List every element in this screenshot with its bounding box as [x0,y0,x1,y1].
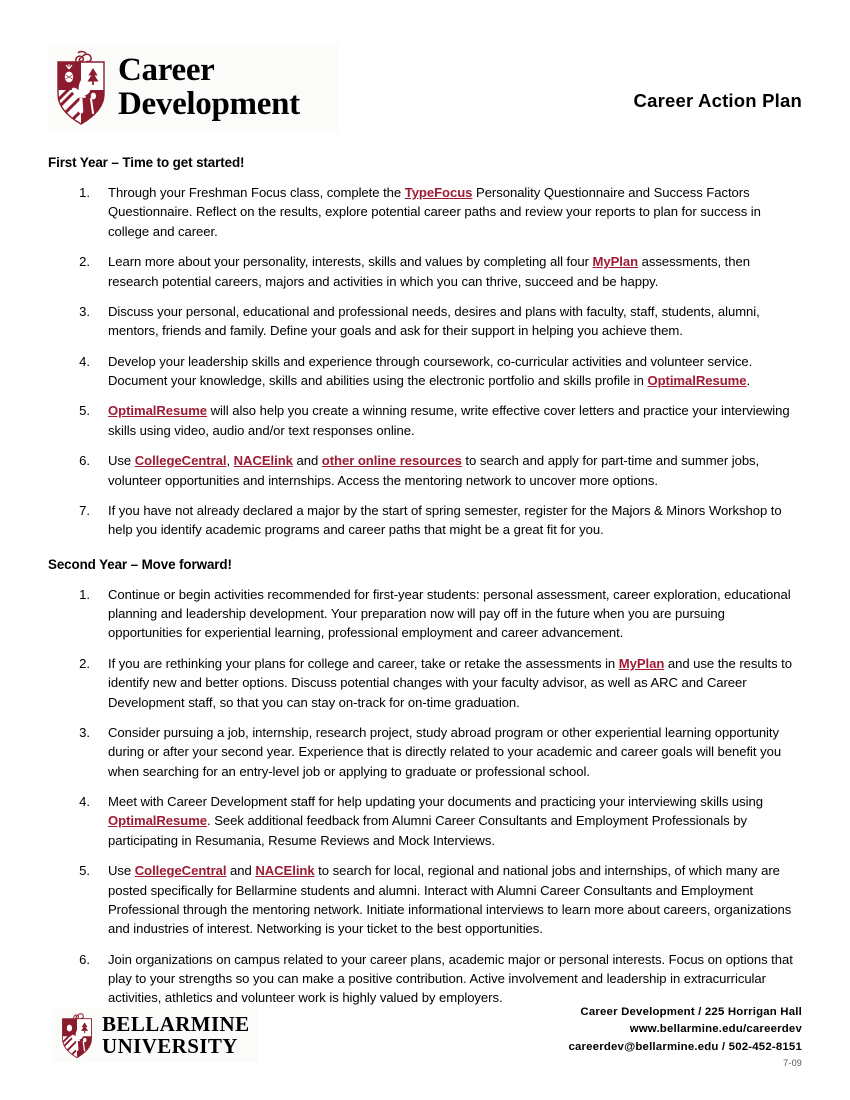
bellarmine-university-logo [52,1008,258,1062]
text-run: If you have not already declared a major by the start of spring semester, register for the Majors & Minors Workshop to help you identify academic programs and career paths that might be a great fit for you. [108,502,782,538]
year-section [48,557,802,1008]
document-header [48,44,802,140]
resource-link[interactable]: MyPlan [592,254,639,270]
resource-link[interactable]: OptimalResume [108,403,208,419]
text-run: Use [108,453,135,469]
list-item-number: 5. [79,403,90,419]
footer-contact-block [568,1004,802,1056]
text-run: . [746,373,751,388]
footer-logo-line-2: UNIVERSITY [102,1034,238,1058]
text-run: assessments, then research potential careers, majors and activities in which you can thrive, succeed and be happy. [108,254,750,289]
list-item-number: 3. [79,724,90,740]
text-run: to search and apply for part-time and summer jobs, volunteer opportunities and internships. Access the mentoring network to uncover more options. [108,453,760,488]
resource-link[interactable]: CollegeCentral [134,453,227,469]
list-item [48,401,802,440]
list-item [48,501,802,540]
section-heading: Second Year – Move forward! [48,556,232,572]
list-item [48,585,802,643]
bellarmine-crest-icon [54,50,108,126]
list-item-number: 4. [79,794,90,809]
list-item-number: 5. [79,863,90,879]
page-title: Career Action Plan [633,90,802,111]
list-item-text [108,453,759,487]
bellarmine-wordmark [102,1013,250,1058]
list-item-number: 6. [79,453,90,469]
list-item-number: 1. [79,185,90,200]
list-item [48,861,802,939]
list-item-number: 2. [79,655,90,671]
bellarmine-crest-icon [60,1011,94,1059]
list-item [48,252,802,291]
list-item-text [108,503,782,537]
text-run: Join organizations on campus related to your career plans, academic major or personal interests. Focus on options that play to your strengths so you can make a positive contribution. Active involvement and leadership in extracurricular activities, athletics and volunteer work is highly valued by employers. [108,951,793,1006]
logo-line-1: Career [118,52,215,89]
resource-link[interactable]: OptimalResume [108,813,208,829]
text-run: and [226,863,256,879]
footer-address: Career Development / 225 Horrigan Hall [580,1006,802,1018]
text-run: Meet with Career Development staff for help updating your documents and practicing your interviewing skills using [108,794,763,809]
step-list [48,183,802,540]
text-run: and use the results to identify new and better options. Discuss potential changes with your faculty advisor, as well as ARC and Career Development staff, so that you can stay on-track for on-time graduation. [108,655,792,710]
text-run: . Seek additional feedback from Alumni Career Consultants and Employment Professionals by participating in Resumania, Resume Reviews and Mock Interviews. [108,813,747,848]
list-item-text [108,354,752,388]
resource-link[interactable]: OptimalResume [647,373,747,388]
text-run: Continue or begin activities recommended for first-year students: personal assessment, career exploration, educational planning and leadership development. Your preparation now will pay off in the future when you are pursuing opportunities for experiential learning, professional employment and career advancement. [108,586,791,641]
list-item [48,950,802,1008]
text-run: Consider pursuing a job, internship, research project, study abroad program or other experiential learning opportunity during or after your second year. Experience that is directly related to your academic and career goals will benefit you when searching for an entry-level job or applying to graduate or professional school. [108,724,782,779]
text-run: Personality Questionnaire and Success Factors Questionnaire. Reflect on the results, explore potential career paths and review your reports to plan for success in college and career. [108,185,761,239]
logo-line-2: Development [118,86,300,122]
list-item [48,792,802,850]
list-item [48,451,802,490]
footer-logo-line-1: BELLARMINE [102,1011,250,1036]
footer-website[interactable]: www.bellarmine.edu/careerdev [629,1023,802,1036]
list-item-text [108,952,793,1006]
list-item-number: 6. [79,951,90,967]
text-run: Use [108,863,135,879]
list-item [48,302,802,341]
text-run: Learn more about your personality, interests, skills and values by completing all four [108,254,593,270]
step-list [48,585,802,1008]
document-footer [48,1002,802,1082]
text-run: Discuss your personal, educational and professional needs, desires and plans with faculty, staff, students, alumni, mentors, friends and family. Define your goals and ask for their support in helping you achieve them. [108,303,760,339]
resource-link[interactable]: CollegeCentral [134,863,227,879]
list-item-text [108,863,791,936]
resource-link[interactable]: NACElink [255,863,315,879]
list-item-text [108,587,791,641]
resource-link[interactable]: TypeFocus [404,185,473,200]
document-body [48,155,802,1008]
list-item-text [108,656,792,710]
text-run: will also help you create a winning resume, write effective cover letters and practice your interviewing skills using video, audio and/or text responses online. [108,403,790,438]
list-item [48,183,802,241]
section-heading: First Year – Time to get started! [48,155,245,170]
text-run: and [292,453,322,469]
year-section [48,155,802,540]
list-item-text [108,185,761,239]
list-item [48,723,802,781]
list-item-number: 7. [79,502,90,518]
list-item-text [108,794,763,848]
resource-link[interactable]: MyPlan [618,655,665,671]
list-item-text [108,254,750,288]
career-development-logo [48,44,338,132]
list-item [48,352,802,391]
list-item-text [108,403,790,437]
resource-link[interactable]: NACElink [233,453,293,469]
list-item-number: 2. [79,254,90,270]
text-run: to search for local, regional and national jobs and internships, of which many are posted specifically for Bellarmine students and alumni. Interact with Alumni Career Consultants and Employment Professional through the mentoring network. Initiate informational interviews to learn more about careers, organizations and industries of interest. Networking is your ticket to the best opportunities. [108,863,792,937]
text-run: Develop your leadership skills and experience through coursework, co-curricular activities and volunteer service. Document your knowledge, skills and abilities using the electronic portfolio and skills profile in [108,353,753,388]
list-item-text [108,304,760,338]
text-run: Through your Freshman Focus class, complete the [108,185,405,200]
list-item-text [108,725,781,779]
career-development-wordmark [118,54,300,121]
list-item [48,654,802,712]
list-item-number: 3. [79,303,90,319]
text-run: If you are rethinking your plans for college and career, take or retake the assessments in [108,655,619,671]
resource-link[interactable]: other online resources [321,453,462,469]
revision-code: 7-09 [783,1058,802,1068]
footer-email-phone[interactable]: careerdev@bellarmine.edu / 502-452-8151 [568,1040,802,1053]
text-run: , [226,453,234,469]
list-item-number: 1. [79,586,90,602]
list-item-number: 4. [79,353,90,369]
